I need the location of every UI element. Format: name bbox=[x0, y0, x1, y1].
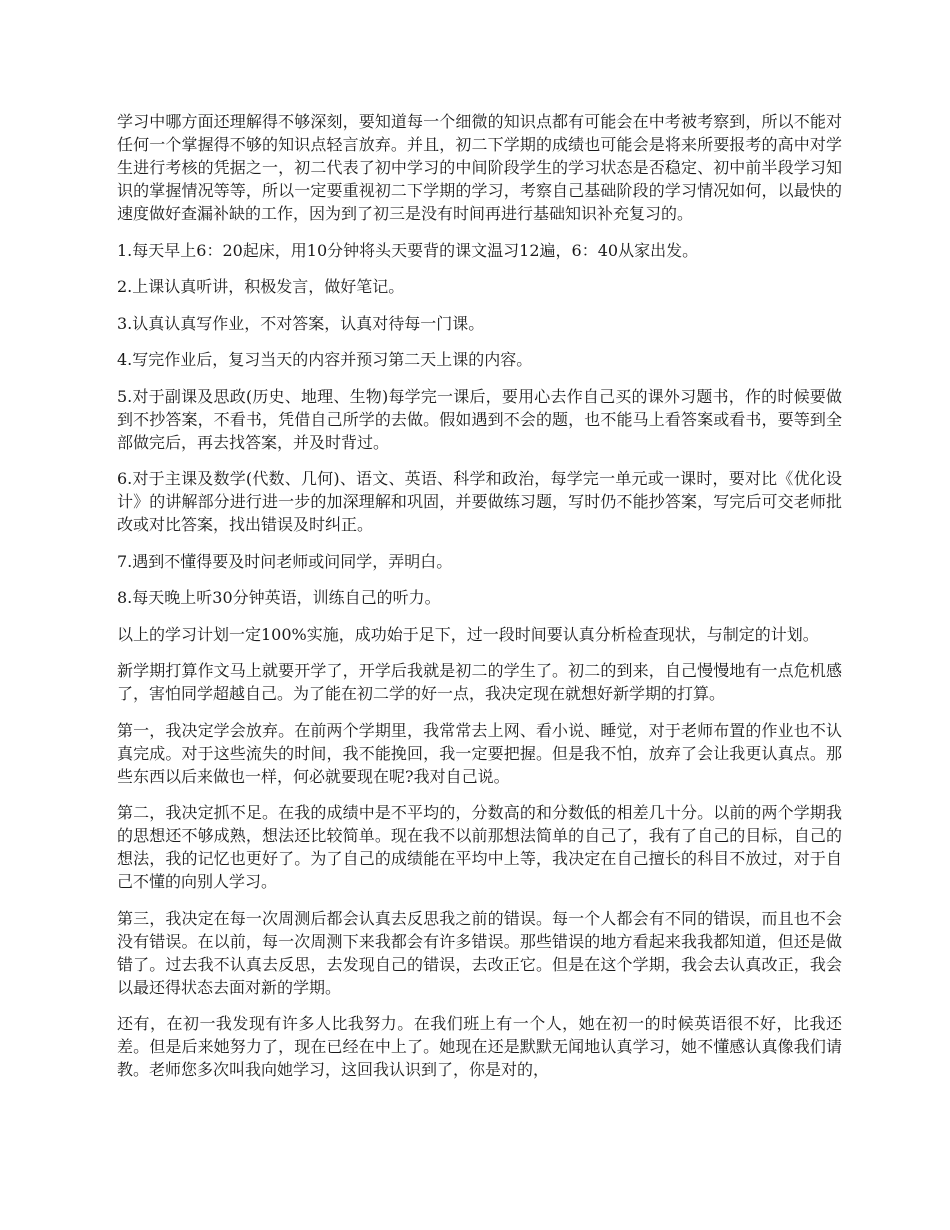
intro-paragraph: 学习中哪方面还理解得不够深刻，要知道每一个细微的知识点都有可能会在中考被考察到，所以不能对任何一个掌握得不够的知识点轻言放弃。并且，初二下学期的成绩也可能会是将来所要报考的高中对学生进行考核的凭据之一，初二代表了初中学习的中间阶段学生的学习状态是否稳定、初中前半段学习知识的掌握情况等等，所以一定要重视初二下学期的学习，考察自己基础阶段的学习情况如何，以最快的速度做好查漏补缺的工作，因为到了初三是没有时间再进行基础知识补充复习的。 bbox=[117, 112, 842, 223]
plan-item-2: 2.上课认真听讲，积极发言，做好笔记。 bbox=[117, 277, 405, 296]
plan-summary-paragraph: 以上的学习计划一定100%实施，成功始于足下，过一段时间要认真分析检查现状，与制定的计划。 bbox=[117, 624, 819, 644]
essay-closing-paragraph: 还有，在初一我发现有许多人比我努力。在我们班上有一个人，她在初一的时候英语很不好，比我还差。但是后来她努力了，现在已经在中上了。她现在还是默默无闻地认真学习，她不懂感认真像我们请教。老师您多次叫我向她学习，这回我认识到了，你是对的， bbox=[117, 1014, 842, 1079]
plan-item-4: 4.写完作业后，复习当天的内容并预习第二天上课的内容。 bbox=[117, 350, 533, 369]
plan-item-7: 7.遇到不懂得要及时问老师或问同学，弄明白。 bbox=[117, 551, 453, 571]
plan-item-8: 8.每天晚上听30分钟英语，训练自己的听力。 bbox=[117, 588, 441, 607]
essay-point-1-paragraph: 第一，我决定学会放弃。在前两个学期里，我常常去上网、看小说、睡觉，对于老师布置的作业也不认真完成。对于这些流失的时间，我不能挽回，我一定要把握。但是我不怕，放弃了会让我更认真点。那些东西以后来做也一样，何必就要现在呢?我对自己说。 bbox=[117, 720, 842, 786]
plan-item-5: 5.对于副课及思政(历史、地理、生物)每学完一课后，要用心去作自己买的课外习题书，作的时候要做到不抄答案，不看书，凭借自己所学的去做。假如遇到不会的题，也不能马上看答案或看书，要等到全部做完后，再去找答案，并及时背过。 bbox=[117, 386, 842, 452]
essay-intro-paragraph: 新学期打算作文马上就要开学了，开学后我就是初二的学生了。初二的到来，自己慢慢地有一点危机感了，害怕同学超越自己。为了能在初二学的好一点，我决定现在就想好新学期的打算。 bbox=[117, 661, 842, 703]
plan-item-6: 6.对于主课及数学(代数、几何)、语文、英语、科学和政治，每学完一单元或一课时，要对比《优化设计》的讲解部分进行进一步的加深理解和巩固，并要做练习题，写时仍不能抄答案，写完后可交老师批改或对比答案，找出错误及时纠正。 bbox=[117, 469, 842, 534]
essay-point-3-paragraph: 第三，我决定在每一次周测后都会认真去反思我之前的错误。每一个人都会有不同的错误，而且也不会没有错误。在以前，每一次周测下来我都会有许多错误。那些错误的地方看起来我我都知道，但还是做错了。过去我不认真去反思，去发现自己的错误，去改正它。但是在这个学期，我会去认真改正，我会以最还得状态去面对新的学期。 bbox=[117, 908, 842, 997]
plan-item-1: 1.每天早上6：20起床，用10分钟将头天要背的课文温习12遍，6：40从家出发。 bbox=[117, 240, 699, 260]
document-page bbox=[117, 110, 842, 1095]
plan-item-3: 3.认真认真写作业，不对答案，认真对待每一门课。 bbox=[117, 313, 485, 333]
essay-point-2-paragraph: 第二，我决定抓不足。在我的成绩中是不平均的，分数高的和分数低的相差几十分。以前的两个学期我的思想还不够成熟，想法还比较简单。现在我不以前那想法简单的自己了，我有了自己的目标，自己的想法，我的记忆也更好了。为了自己的成绩能在平均中上等，我决定在自己擅长的科目不放过，对于自己不懂的向别人学习。 bbox=[117, 803, 842, 891]
